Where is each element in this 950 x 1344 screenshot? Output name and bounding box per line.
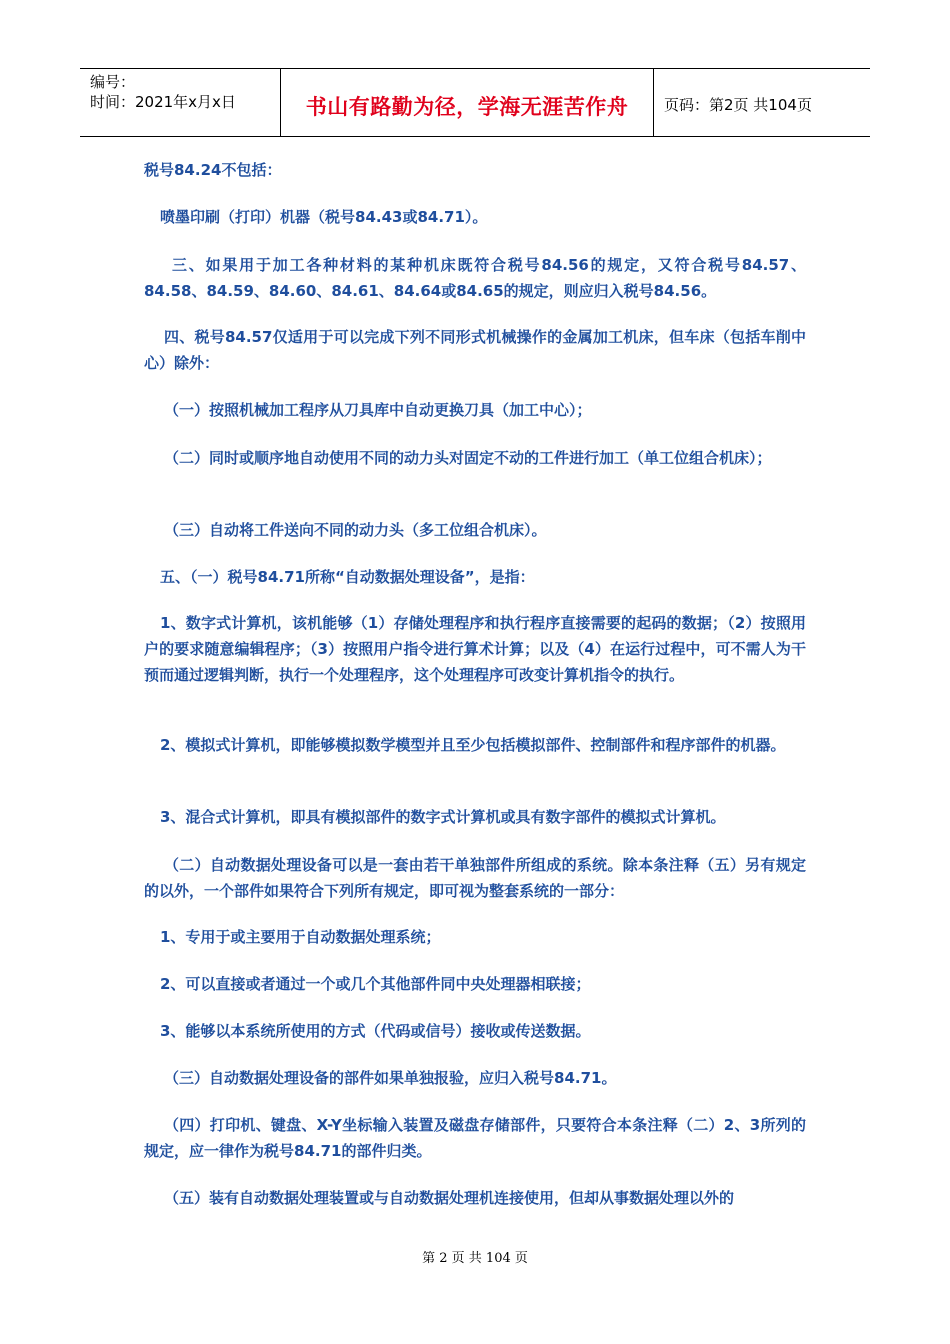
header-meta <box>80 69 281 136</box>
paragraph: （三）自动将工件送向不同的动力头（多工位组合机床）。 <box>164 521 547 539</box>
paragraph: 喷墨印刷（打印）机器（税号84.43或84.71）。 <box>160 208 488 226</box>
date-label: 时间：2021年x月x日 <box>90 93 236 111</box>
paragraph: （二）同时或顺序地自动使用不同的动力头对固定不动的工件进行加工（单工位组合机床）； <box>164 449 772 467</box>
paragraph: 税号84.24不包括： <box>144 161 282 179</box>
paragraph: 3、混合式计算机，即具有模拟部件的数字式计算机或具有数字部件的模拟式计算机。 <box>160 808 726 826</box>
header-motto: 书山有路勤为径，学海无涯苦作舟 <box>305 95 629 119</box>
paragraph: （五）装有自动数据处理装置或与自动数据处理机连接使用，但却从事数据处理以外的 <box>164 1189 735 1207</box>
paragraph: 五、（一）税号84.71所称“自动数据处理设备”，是指： <box>160 568 535 586</box>
paragraph: 3、能够以本系统所使用的方式（代码或信号）接收或传送数据。 <box>160 1022 591 1040</box>
paragraph: 1、数字式计算机，该机能够（1）存储处理程序和执行程序直接需要的起码的数据；（2）按照用户的要求随意编辑程序；（3）按照用户指令进行算术计算；以及（4）在运行过程中，可不需人为干预而通过逻辑判断，执行一个处理程序，这个处理程序可改变计算机指令的执行。 <box>144 614 806 684</box>
header-page-number: 页码：第2页 共104页 <box>664 96 812 114</box>
paragraph: 2、模拟式计算机，即能够模拟数学模型并且至少包括模拟部件、控制部件和程序部件的机器。 <box>160 736 786 754</box>
page-header <box>80 68 870 137</box>
paragraph: 四、税号84.57仅适用于可以完成下列不同形式机械操作的金属加工机床，但车床（包括车削中心）除外： <box>144 328 806 372</box>
paragraph: （三）自动数据处理设备的部件如果单独报验，应归入税号84.71。 <box>164 1069 617 1087</box>
header-motto-cell <box>281 69 654 136</box>
serial-label: 编号： <box>90 73 136 91</box>
paragraph: 2、可以直接或者通过一个或几个其他部件同中央处理器相联接； <box>160 975 591 993</box>
paragraph: 1、专用于或主要用于自动数据处理系统； <box>160 928 441 946</box>
paragraph: 三、如果用于加工各种材料的某种机床既符合税号84.56的规定，又符合税号84.57、84.58、84.59、84.60、84.61、84.64或84.65的规定，则应归入税号84.56。 <box>144 256 806 300</box>
page-footer: 第 2 页 共 104 页 <box>422 1251 528 1266</box>
header-page-cell <box>654 69 870 136</box>
paragraph: （二）自动数据处理设备可以是一套由若干单独部件所组成的系统。除本条注释（五）另有规定的以外，一个部件如果符合下列所有规定，即可视为整套系统的一部分： <box>144 856 806 900</box>
paragraph: （四）打印机、键盘、X-Y坐标输入装置及磁盘存储部件，只要符合本条注释（二）2、3所列的规定，应一律作为税号84.71的部件归类。 <box>144 1116 806 1160</box>
paragraph: （一）按照机械加工程序从刀具库中自动更换刀具（加工中心）； <box>164 401 592 419</box>
